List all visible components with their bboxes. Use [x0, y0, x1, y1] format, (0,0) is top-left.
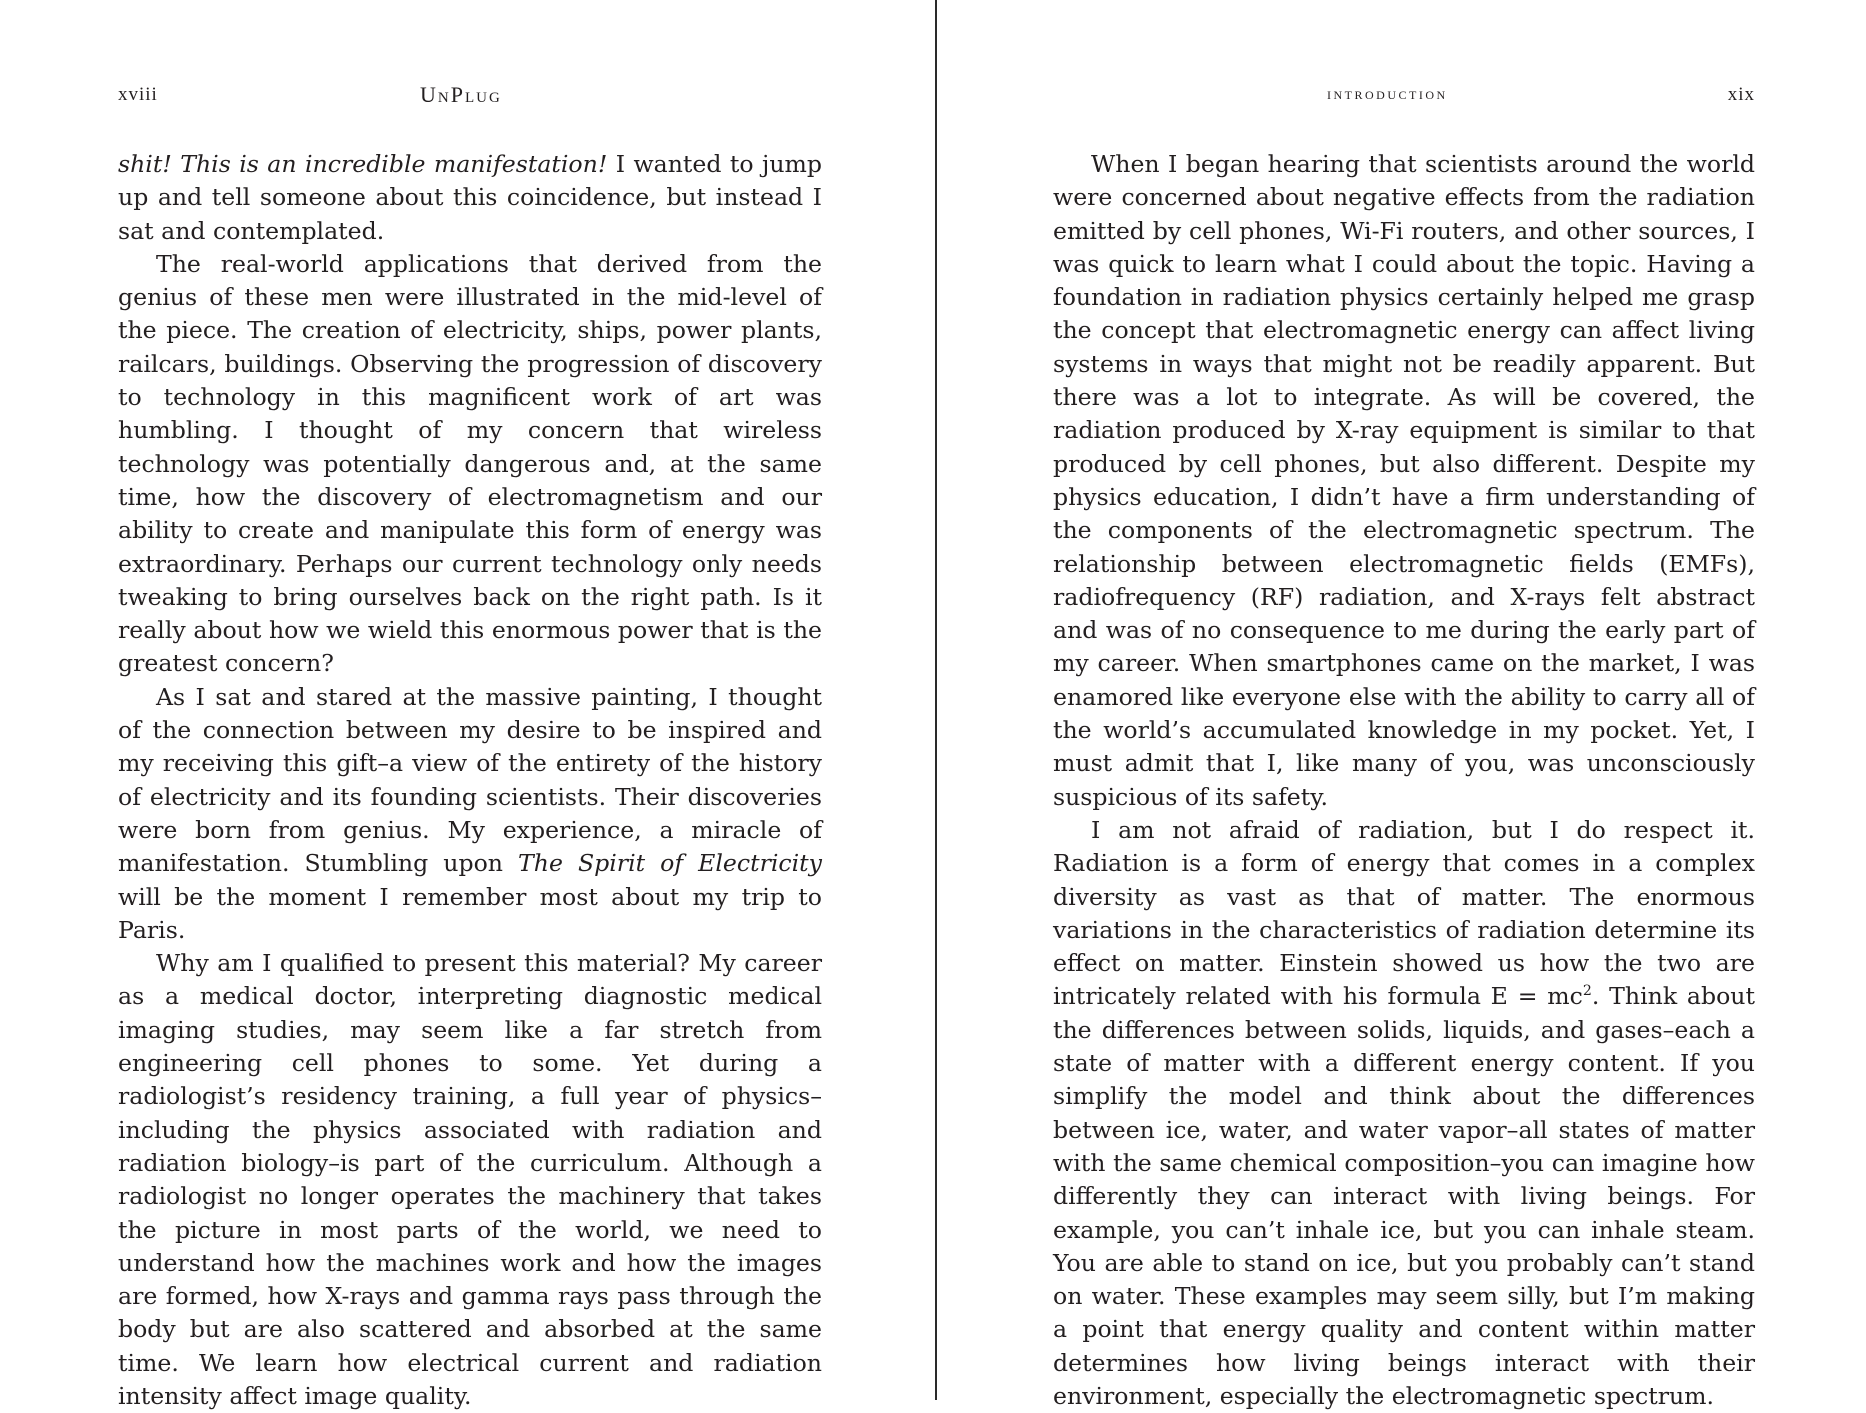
italic-phrase: shit! This is an incredible manifestation!: [118, 150, 608, 178]
right-page-header: [1053, 84, 1755, 114]
paragraph-text: . Think about the differences between solids, liquids, and gases–each a state of matter with a different energy content. If you simplify the model and think about the differences between ice, water, and water vapor–all states of matter with the same chemical composition–you can imagine how differently they can interact with living beings. For example, you can’t inhale ice, but you can inhale steam. You are able to stand on ice, but you probably can’t stand on water. These examples may seem silly, but I’m making a point that energy quality and content within matter determines how living beings interact with their environment, especially the electromagnetic spectrum.: [1053, 982, 1755, 1410]
paragraph: [1053, 148, 1755, 814]
paragraph-text: When I began hearing that scientists around the world were concerned about negative effects from the radiation emitted by cell phones, Wi-Fi routers, and other sources, I was quick to learn what I could about the topic. Having a foundation in radiation physics certainly helped me grasp the concept that electromagnetic energy can affect living systems in ways that might not be readily apparent. But there was a lot to integrate. As will be covered, the radiation produced by X-ray equipment is similar to that produced by cell phones, but also different. Despite my physics education, I didn’t have a firm understanding of the components of the electromagnetic spectrum. The relationship between electromagnetic fields (EMFs), radiofrequency (RF) radiation, and X-rays felt abstract and was of no consequence to me during the early part of my career. When smartphones came on the market, I was enamored like everyone else with the ability to carry all of the world’s accumulated knowledge in my pocket. Yet, I must admit that I, like many of you, was unconsciously suspicious of its safety.: [1053, 150, 1755, 811]
right-page: [1053, 0, 1755, 1410]
left-page-body: [118, 148, 822, 1413]
page-number: xix: [1727, 84, 1755, 105]
paragraph-text: will be the moment I remember most about my trip to Paris.: [118, 882, 822, 944]
page-number: xviii: [118, 84, 158, 105]
left-page: [118, 0, 822, 1410]
paragraph: [118, 148, 822, 248]
paragraph-text: I am not afraid of radiation, but I do respect it. Radiation is a form of energy that comes in a complex diversity as vast as that of matter. The enormous variations in the characteristics of radiation determine its effect on matter. Einstein showed us how the two are intricately related with his formula E = mc: [1053, 815, 1755, 1011]
superscript: 2: [1582, 983, 1592, 1000]
paragraph-text: The real-world applications that derived from the genius of these men were illustrated in the mid-level of the piece. The creation of electricity, ships, power plants, railcars, buildings. Observing the progression of discovery to technology in this magnificent work of art was humbling. I thought of my concern that wireless technology was potentially dangerous and, at the same time, how the discovery of electromagnetism and our ability to create and manipulate this form of energy was extraordinary. Perhaps our current technology only needs tweaking to bring ourselves back on the right path. Is it really about how we wield this enormous power that is the greatest concern?: [118, 249, 822, 678]
paragraph-text: Why am I qualified to present this material? My career as a medical doctor, interpreting diagnostic medical imaging studies, may seem like a far stretch from engineering cell phones to some. Yet during a radiologist’s residency training, a full year of physics–including the physics associated with radiation and radiation biology–is part of the curriculum. Although a radiologist no longer operates the machinery that takes the picture in most parts of the world, we need to understand how the machines work and how the images are formed, how X-rays and gamma rays pass through the body but are also scattered and absorbed at the same time. We learn how electrical current and radiation intensity affect image quality.: [118, 949, 822, 1410]
paragraph: [1053, 814, 1755, 1413]
paragraph: [118, 947, 822, 1413]
running-head-chapter: introduction: [1327, 84, 1448, 103]
paragraph-text: As I sat and stared at the massive painting, I thought of the connection between my desire to be inspired and my receiving this gift–a view of the entirety of the history of electricity and its founding scientists. Their discoveries were born from genius. My experience, a miracle of manifestation. Stumbling upon: [118, 682, 822, 878]
left-page-header: [118, 84, 822, 114]
paragraph: [118, 248, 822, 681]
paragraph-text: I wanted to jump up and tell someone about this coincidence, but instead I sat and contemplated.: [118, 150, 822, 245]
paragraph: [118, 681, 822, 947]
page-gutter-divider: [935, 0, 937, 1400]
right-page-body: [1053, 148, 1755, 1413]
italic-artwork-title: The Spirit of Electricity: [518, 849, 822, 878]
running-head-book-title: UnPlug: [420, 82, 502, 107]
